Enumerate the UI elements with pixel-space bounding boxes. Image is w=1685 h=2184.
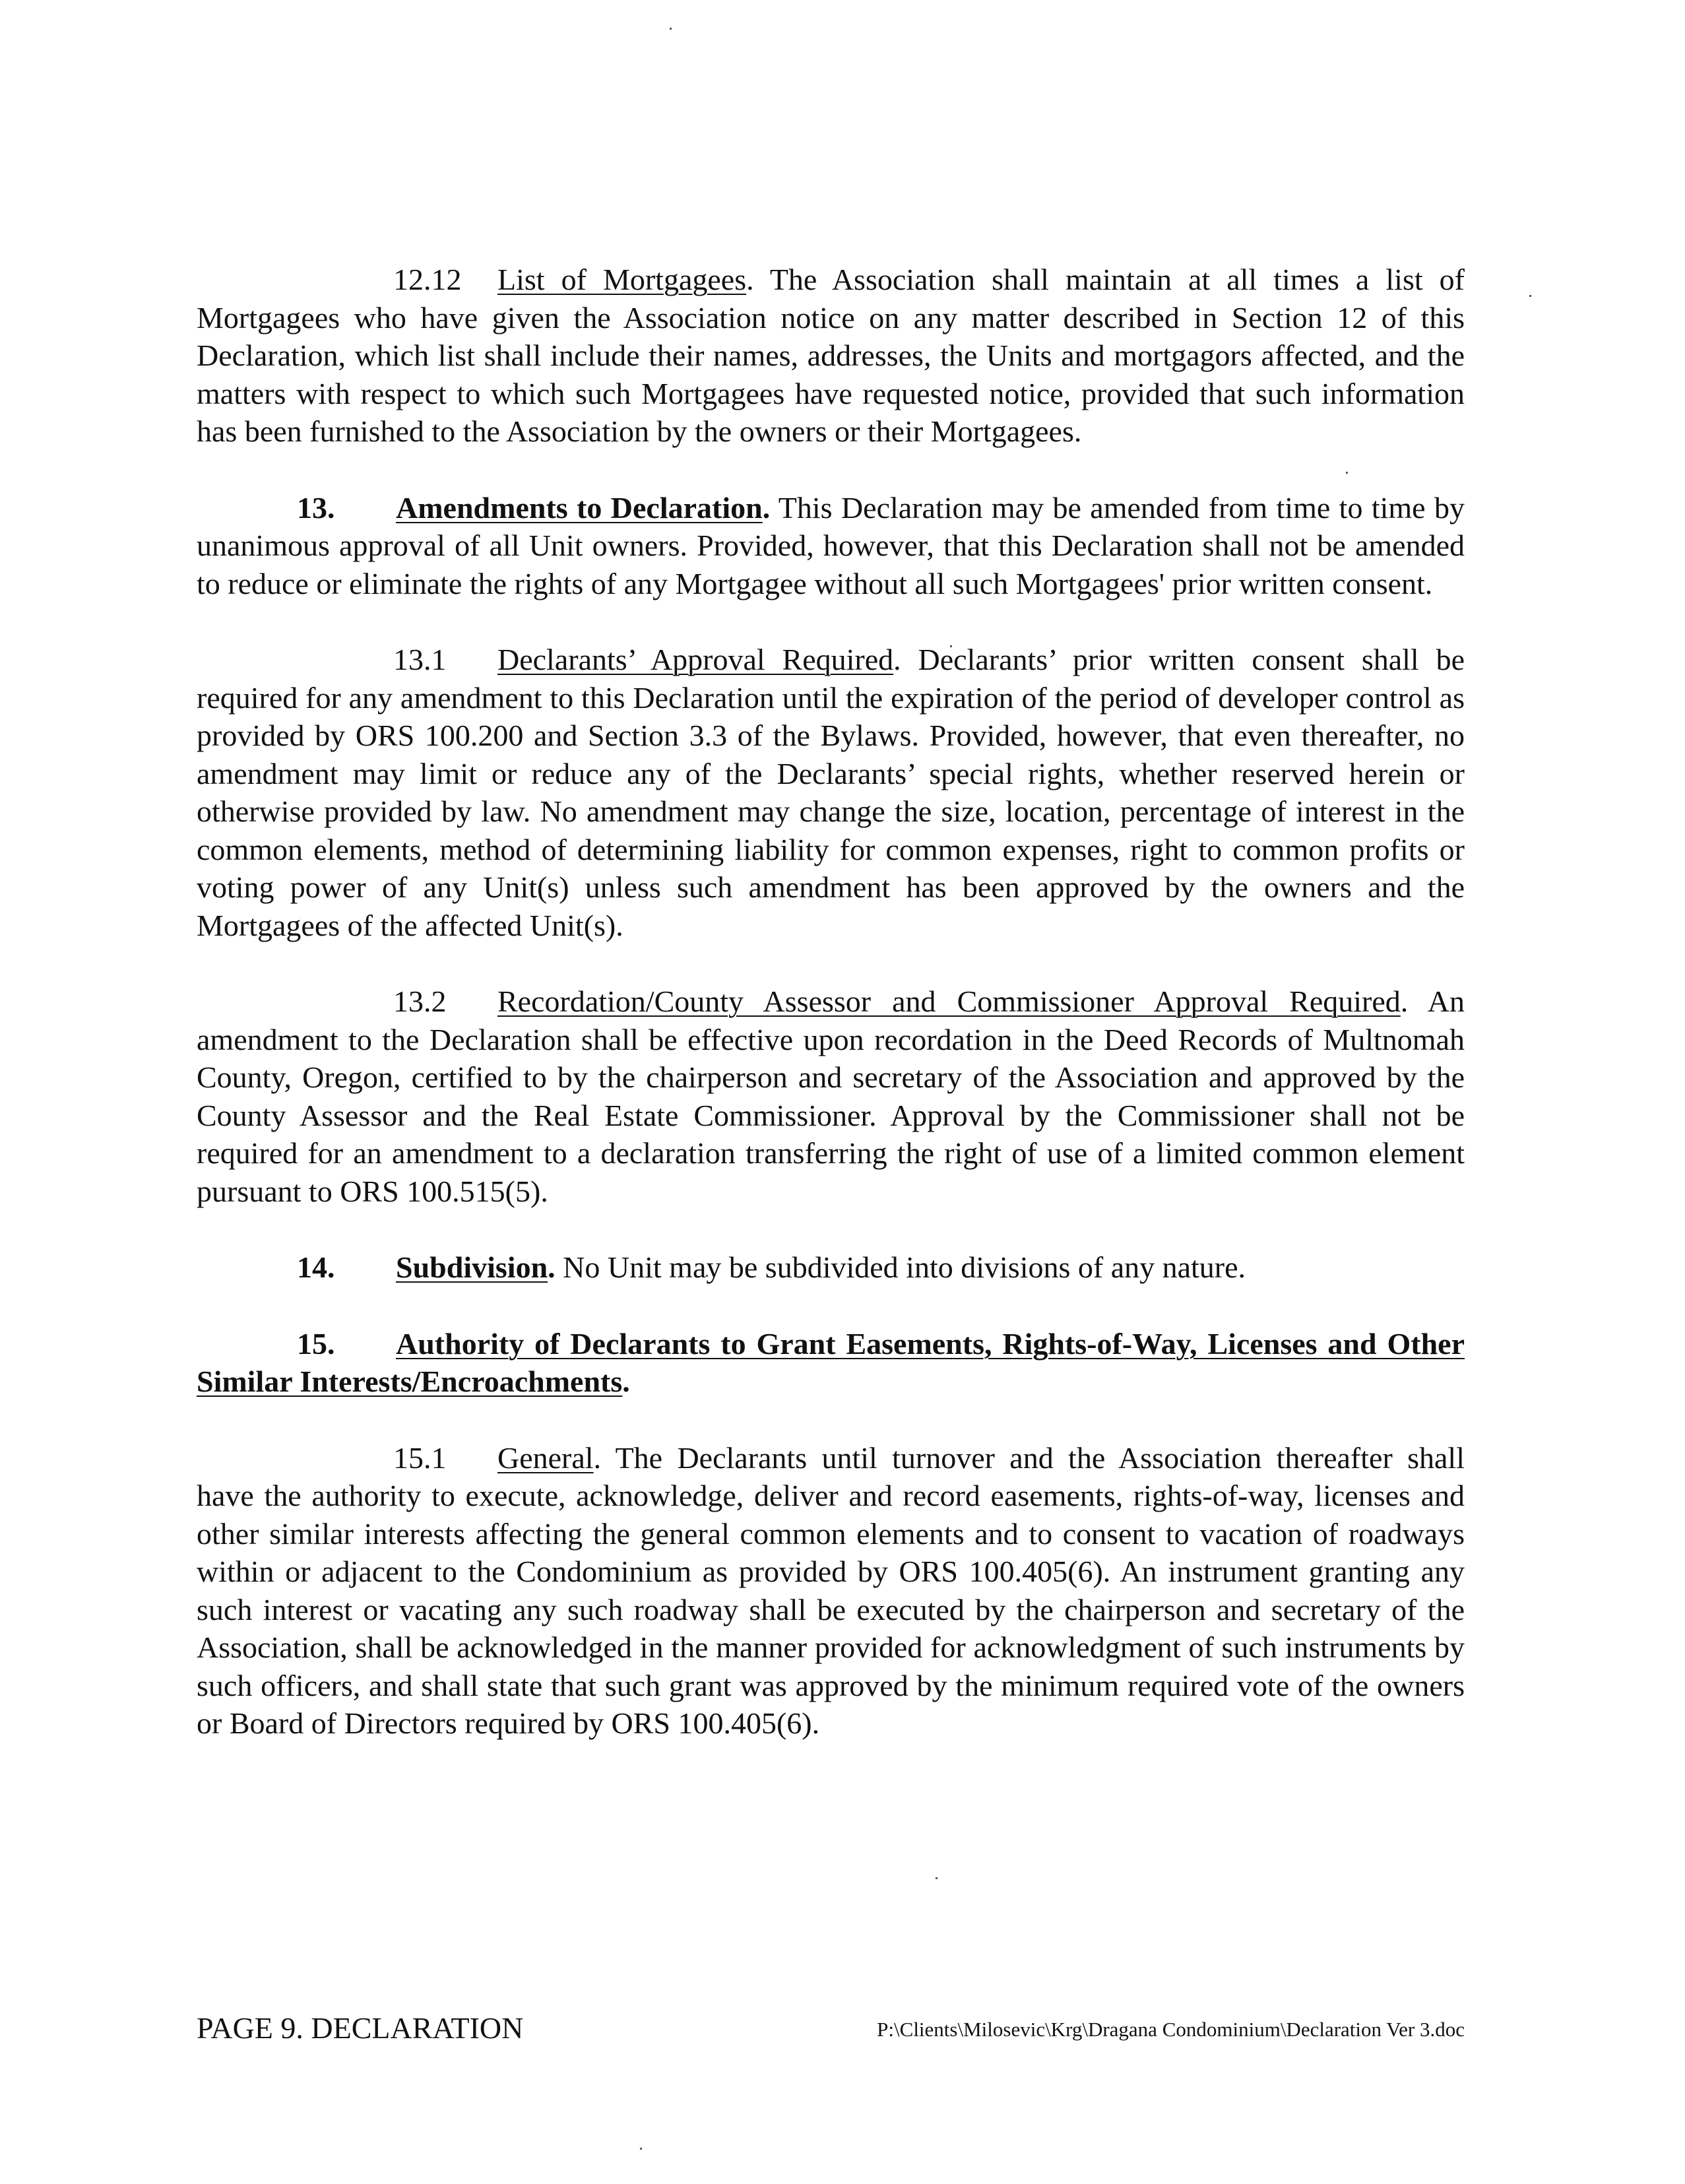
section-text: No Unit may be subdivided into divisions of any nature. (555, 1250, 1246, 1284)
section-13-2 (197, 982, 1465, 1210)
section-title: Subdivision (396, 1250, 548, 1284)
section-text: . Declarants’ prior written consent shall be required for any amendment to this Declaration until the expiration of the period of developer control as provided by ORS 100.200 and Section 3.3 of the Bylaws. Provided, however, that even thereafter, no amendment may limit or reduce any of the Declarants’ special rights, whether reserved herein or otherwise provided by law. No amendment may change the size, location, percentage of interest in the common elements, method of determining liability for common expenses, right to common profits or voting power of any Unit(s) unless such amendment has been approved by the owners and the Mortgagees of the affected Unit(s). (197, 643, 1465, 942)
section-title-punct: . (622, 1365, 630, 1398)
section-text: This Declaration may be amended from time to time by unanimous approval of all Unit owners. Provided, however, that this Declaration shall not be amended to reduce or eliminate the rights of any Mortgagee without all such Mortgagees' prior written consent. (197, 490, 1465, 600)
section-title-punct: . (548, 1250, 556, 1284)
section-number: 13.1 (393, 643, 447, 676)
section-number: 14. (297, 1250, 335, 1284)
section-15-1 (197, 1439, 1465, 1743)
section-15 (197, 1325, 1465, 1401)
footer-file-path: P:\Clients\Milosevic\Krg\Dragana Condominium\Declaration Ver 3.doc (877, 2018, 1465, 2041)
scan-speck (1529, 295, 1531, 297)
section-title-punct: . (762, 490, 771, 525)
section-text: . The Association shall maintain at all times a list of Mortgagees who have given the Association notice on any matter described in Section 12 of this Declaration, which list shall include their names, addresses, the Units and mortgagors affected, and the matters with respect to which such Mortgagees have requested notice, provided that such information has been furnished to the Association by the owners or their Mortgagees. (197, 263, 1465, 448)
footer-page-label: PAGE 9. DECLARATION (197, 2011, 524, 2045)
section-title: General (497, 1440, 594, 1475)
scan-speck (936, 1877, 938, 1879)
section-14 (197, 1248, 1465, 1287)
section-title: List of Mortgagees (497, 263, 747, 296)
section-title: Amendments to Declaration (396, 490, 763, 525)
section-number: 15.1 (393, 1440, 447, 1475)
section-title: Recordation/County Assessor and Commissioner Approval Required (497, 984, 1401, 1018)
section-13 (197, 489, 1465, 603)
section-12-12 (197, 261, 1465, 451)
section-13-1 (197, 641, 1465, 944)
section-text: . The Declarants until turnover and the Association thereafter shall have the authority to execute, acknowledge, deliver and record easements, rights-of-way, licenses and other similar interests affecting the general common elements and to consent to vacation of roadways within or adjacent to the Condominium as provided by ORS 100.405(6). An instrument granting any such interest or vacating any such roadway shall be executed by the chairperson and secretary of the Association, shall be acknowledged in the manner provided for acknowledgment of such instruments by such officers, and shall state that such grant was approved by the minimum required vote of the owners or Board of Directors required by ORS 100.405(6). (197, 1440, 1465, 1740)
section-title: Declarants’ Approval Required (497, 643, 894, 676)
section-title: Authority of Declarants to Grant Easements, Rights-of-Way, Licenses and Other Similar Interests/Encroachments (197, 1326, 1465, 1398)
document-body (197, 261, 1465, 1743)
section-number: 13.2 (393, 984, 447, 1018)
section-number: 15. (297, 1326, 335, 1361)
section-text: . An amendment to the Declaration shall be effective upon recordation in the Deed Records of Multnomah County, Oregon, certified to by the chairperson and secretary of the Association and approved by the County Assessor and the Real Estate Commissioner. Approval by the Commissioner shall not be required for an amendment to a declaration transferring the right of use of a limited common element pursuant to ORS 100.515(5). (197, 984, 1465, 1208)
section-number: 12.12 (393, 263, 462, 296)
scan-speck (670, 28, 672, 30)
scan-speck (640, 2148, 642, 2150)
section-number: 13. (297, 490, 335, 525)
